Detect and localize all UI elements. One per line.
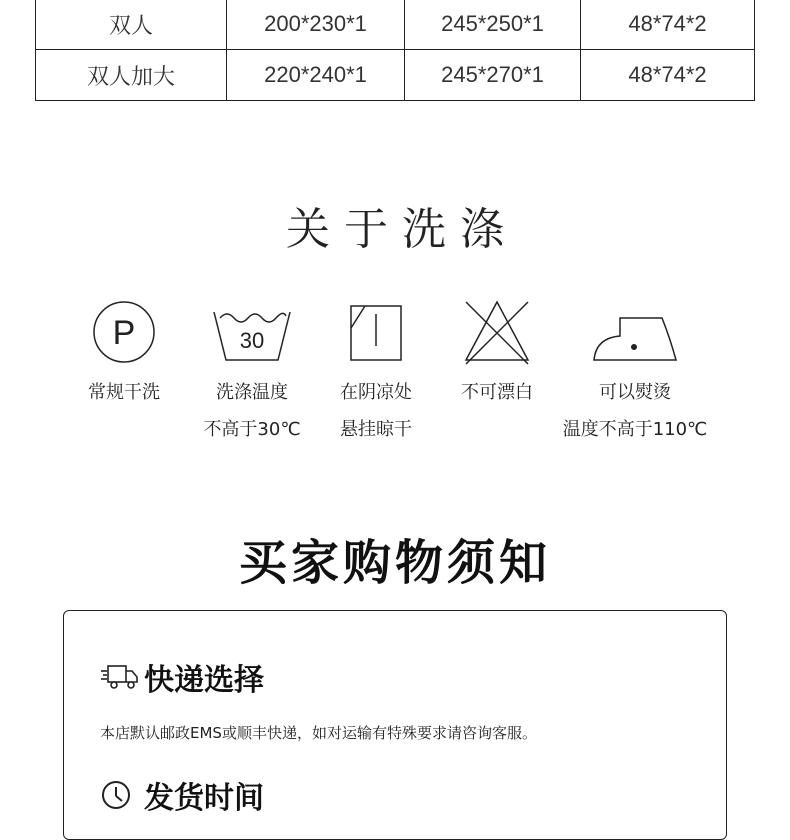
duvet-size: 245*270*1 — [405, 50, 581, 101]
notice-title: 买家购物须知 — [238, 535, 551, 591]
pillow-size: 48*74*2 — [581, 0, 755, 50]
table-row — [36, 50, 755, 101]
wash-tub-icon — [210, 298, 294, 366]
washing-title: 关于洗涤 — [286, 204, 518, 255]
care-label: 可以熨烫 — [599, 382, 671, 403]
sheet-size: 200*230*1 — [227, 0, 405, 50]
no-bleach-icon — [462, 298, 532, 366]
care-item-wash-temp — [187, 298, 317, 440]
care-item-shade-dry — [311, 298, 441, 440]
care-detail: 不高于30℃ — [203, 419, 301, 440]
clock-icon — [100, 778, 140, 812]
care-label: 常规干洗 — [88, 382, 160, 403]
size-name: 双人 — [36, 0, 227, 50]
iron-icon — [590, 298, 680, 366]
section-header-delivery — [100, 655, 264, 699]
dry-clean-letter: P — [112, 314, 136, 352]
delivery-truck-icon — [100, 660, 140, 694]
care-item-dry-clean — [59, 298, 189, 403]
duvet-size: 245*250*1 — [405, 0, 581, 50]
size-table — [35, 0, 755, 101]
size-name: 双人加大 — [36, 50, 227, 101]
section-text: 本店默认邮政EMS或顺丰快递，如对运输有特殊要求请咨询客服。 — [100, 724, 537, 742]
section-title: 发货时间 — [144, 781, 264, 816]
care-detail: 温度不高于110℃ — [562, 419, 708, 440]
section-title: 快递选择 — [144, 663, 264, 698]
care-label: 在阴凉处 — [340, 382, 412, 403]
table-row — [36, 0, 755, 50]
care-item-no-bleach — [432, 298, 562, 403]
dry-clean-p-icon — [90, 298, 158, 366]
care-item-iron — [562, 298, 708, 440]
section-header-shipping-time — [100, 773, 264, 817]
care-label: 洗涤温度 — [216, 382, 288, 403]
shade-dry-icon — [347, 298, 405, 366]
care-label: 不可漂白 — [461, 382, 533, 403]
pillow-size: 48*74*2 — [581, 50, 755, 101]
care-detail: 悬挂晾干 — [340, 419, 412, 440]
wash-temp-number: 30 — [239, 328, 265, 353]
notice-box — [63, 610, 727, 840]
sheet-size: 220*240*1 — [227, 50, 405, 101]
